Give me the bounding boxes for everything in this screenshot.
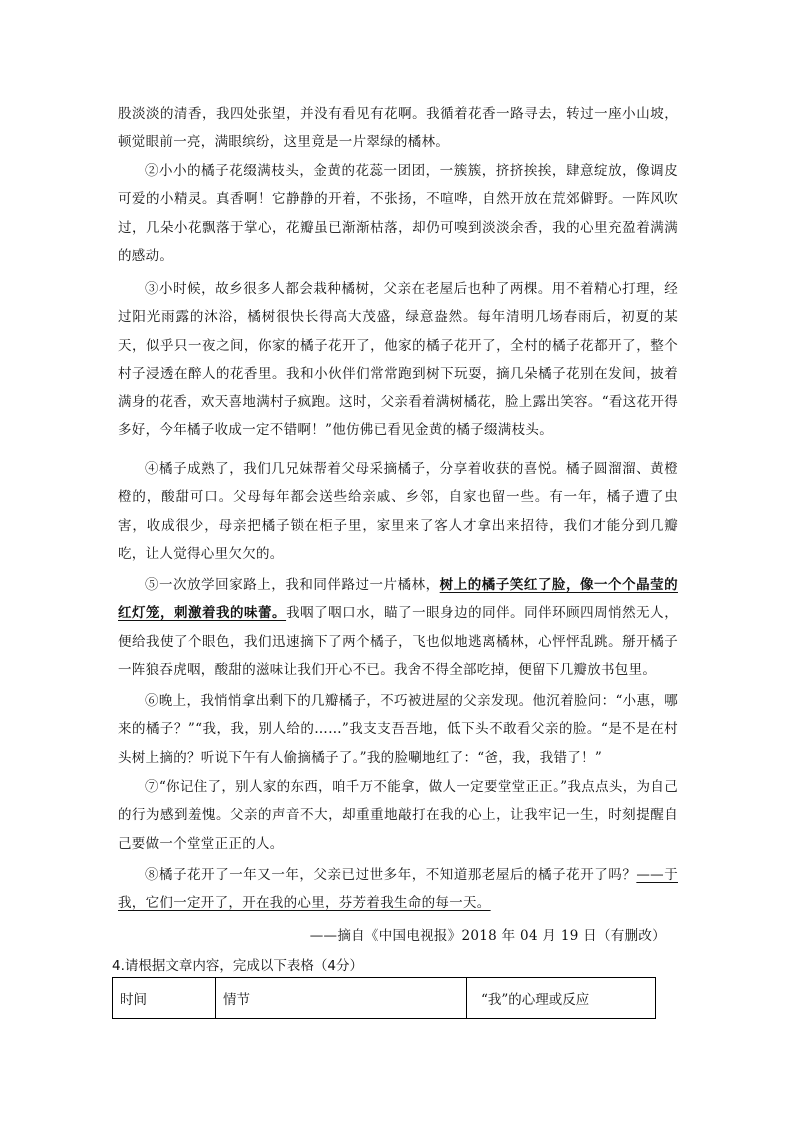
header-plot: 情节 (216, 978, 467, 1019)
paragraph-4: ④橘子成熟了，我们几兄妹帮着父母采摘橘子，分享着收获的喜悦。橘子圆溜溜、黄橙橙的，酸甜可口。父母每年都会送些给亲戚、乡邻，自家也留一些。有一年，橘子遭了虫害，收成很少，母亲把橘子锁在柜子里，家里来了客人才拿出来招待，我们才能分到几瓣吃，让人觉得心里欠欠的。 (118, 461, 678, 562)
paragraph-1-continued: 股淡淡的清香，我四处张望，并没有看见有花啊。我循着花香一路寻去，转过一座小山坡，顿觉眼前一亮，满眼缤纷，这里竟是一片翠绿的橘林。 (118, 106, 678, 151)
table-header-row (113, 978, 656, 1019)
header-time: 时间 (113, 978, 216, 1019)
answer-table (112, 977, 656, 1019)
highlighted-sentence: 树上的橘子笑红了脸，像一个个晶莹的红灯笼，刺激着我的味蕾。 (118, 577, 678, 622)
paragraph-2: ②小小的橘子花缀满枝头，金黄的花蕊一团团，一簇簇，挤挤挨挨，肆意绽放，像调皮可爱的小精灵。真香啊！它静静的开着，不张扬，不喧哗，自然开放在荒郊僻野。一阵风吹过，几朵小花飘落于掌心，花瓣虽已渐渐枯落，却仍可嗅到淡淡余香，我的心里充盈着满满的感动。 (118, 163, 678, 264)
paragraph-5 (118, 571, 678, 684)
paragraph-3: ③小时候，故乡很多人都会栽种橘树，父亲在老屋后也种了两棵。用不着精心打理，经过阳光雨露的沐浴，橘树很快长得高大茂盛，绿意盎然。每年清明几场春雨后，初夏的某天，似乎只一夜之间，你家的橘子花开了，他家的橘子花开了，全村的橘子花都开了，整个村子浸透在醉人的花香里。我和小伙伴们常常跑到树下玩耍，摘几朵橘子花别在发间，披着满身的花香，欢天喜地满村子疯跑。这时，父亲看着满树橘花，脸上露出笑容。“看这花开得多好，今年橘子收成一定不错啊！”他仿佛已看见金黄的橘子缀满枝头。 (118, 281, 678, 439)
paragraph-8 (118, 861, 678, 918)
paragraph-5-start: ⑤一次放学回家路上，我和同伴路过一片橘林， (145, 577, 440, 593)
paragraph-5-end: 我咽了咽口水，瞄了一眼身边的同伴。同伴环顾四周悄然无人，便给我使了个眼色，我们迅速摘下了两个橘子，飞也似地逃离橘林，心怦怦乱跳。掰开橘子一阵狼吞虎咽，酸甜的滋味让我们开心不已。我舍不得全部吃掉，便留下几瓣放书包里。 (118, 605, 678, 678)
header-feeling: “我”的心理或反应 (467, 978, 656, 1019)
paragraph-8-start: ⑧橘子花开了一年又一年，父亲已过世多年，不知道那老屋后的橘子花开了吗？ (145, 867, 637, 883)
question-4-prompt: 4.请根据文章内容，完成以下表格（4分） (112, 958, 363, 974)
paragraph-6: ⑥晚上，我悄悄拿出剩下的几瓣橘子，不巧被进屋的父亲发现。他沉着脸问：“小惠，哪来的橘子？”“我，我，别人给的……”我支支吾吾地，低下头不敢看父亲的脸。“是不是在村头树上摘的？听说下午有人偷摘橘子了。”我的脸唰地红了：“爸，我，我错了！” (118, 693, 678, 766)
underlined-sentence: ——于我，它们一定开了，开在我的心里，芬芳着我生命的每一天。 (118, 867, 678, 912)
paragraph-7: ⑦“你记住了，别人家的东西，咱千万不能拿，做人一定要堂堂正正。”我点点头，为自己的行为感到羞愧。父亲的声音不大，却重重地敲打在我的心上，让我牢记一生，时刻提醒自己要做一个堂堂正正的人。 (118, 779, 678, 852)
source-citation: ——摘自《中国电视报》2018 年 04 月 19 日（有删改） (309, 928, 666, 944)
